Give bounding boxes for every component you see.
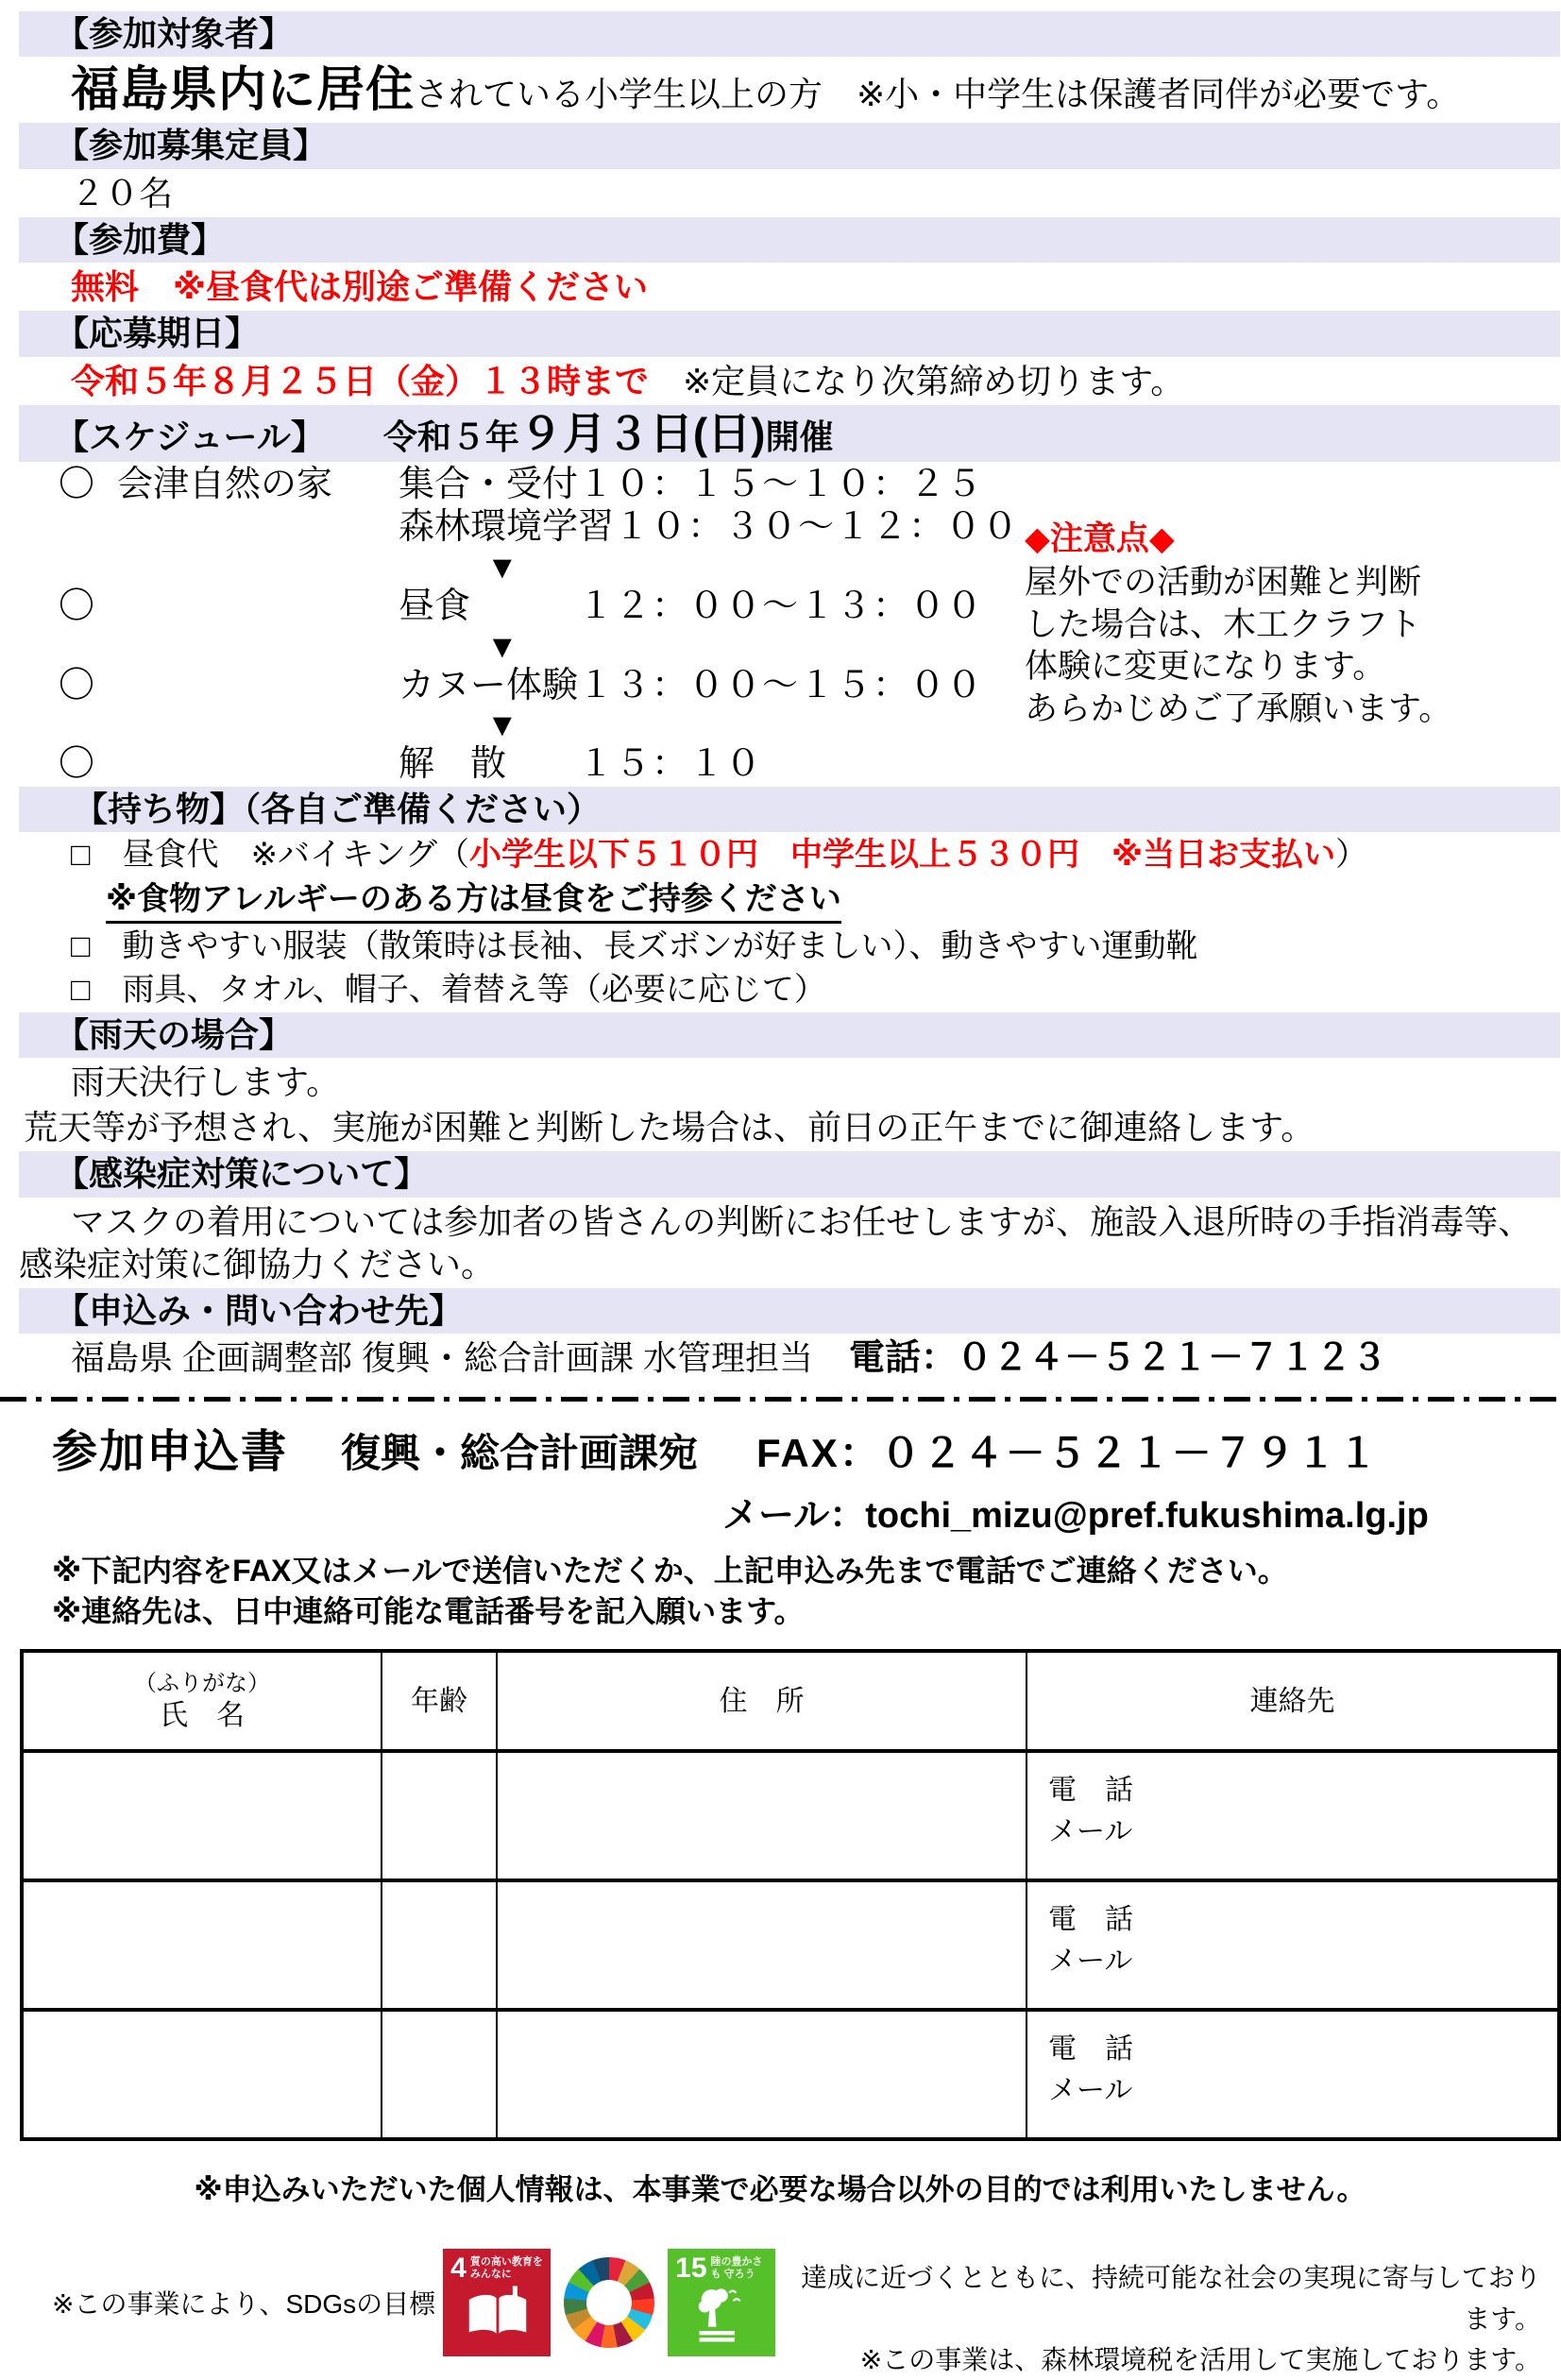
schedule-suffix: 開催 <box>765 416 834 456</box>
section-title: 【申込み・問い合わせ先】 <box>55 1290 464 1330</box>
allergy-note: ※食物アレルギーのある方は昼食をご持参ください <box>106 878 841 924</box>
age-cell <box>382 1751 497 1880</box>
section-header-fee <box>19 217 1560 263</box>
deadline-date: 令和５年８月２５日（金）１３時まで <box>71 361 650 400</box>
caution-line: 体験に変更になります。 <box>1025 648 1386 686</box>
circle-marker: 〇 <box>59 665 95 706</box>
table-row <box>22 2010 1559 2139</box>
item-raingear <box>0 970 1560 1011</box>
apply-title: 参加申込書 <box>52 1426 289 1477</box>
contact-cell <box>1027 1751 1559 1880</box>
header-age: 年齢 <box>382 1651 497 1751</box>
schedule-activity: カヌー体験 <box>399 665 579 706</box>
infection-body: マスクの着用については参加者の皆さんの判断にお任せしますが、施設入退所時の手指消毒等、感染症対策に御協力ください。 <box>19 1201 1533 1284</box>
section-title: 【参加費】 <box>55 219 226 259</box>
section-header-contact <box>19 1288 1560 1334</box>
schedule-time: １０：１５～１０：２５ <box>578 464 984 504</box>
section-header-items <box>19 787 1560 832</box>
table-row <box>22 1751 1559 1880</box>
section-title: 【スケジュール】 <box>55 416 325 456</box>
section-title: 【参加募集定員】 <box>55 126 328 165</box>
item-clothes-text: 動きやすい服装（散策時は長袖、長ズボンが好ましい）、動きやすい運動靴 <box>90 928 1198 965</box>
section-header-deadline <box>19 311 1560 356</box>
circle-marker: 〇 <box>59 464 95 504</box>
sdgs-post-text <box>787 2225 1560 2380</box>
schedule-activity: 森林環境学習 <box>399 507 615 548</box>
sdg4-number: 4 <box>450 2252 467 2285</box>
header-kana: （ふりがな） <box>134 1670 270 1696</box>
schedule-day: ９月３日(日) <box>518 408 766 458</box>
circle-marker: 〇 <box>59 744 95 785</box>
application-table <box>20 1649 1561 2141</box>
privacy-note: ※申込みいただいた個人情報は、本事業で必要な場合以外の目的では利用いたしません。 <box>194 2173 1366 2207</box>
rain-line2: 荒天等が予想され、実施が困難と判断した場合は、前日の正午までに御連絡します。 <box>24 1108 1315 1148</box>
table-row <box>22 1880 1559 2010</box>
sdg4-education-icon <box>443 2249 551 2356</box>
checkbox-icon: □ <box>71 837 91 874</box>
down-arrow-icon: ▼ <box>486 707 518 744</box>
target-body <box>0 60 1560 120</box>
caution-line: した場合は、木工クラフト <box>1025 605 1422 643</box>
contact-org: 福島県 企画調整部 復興・総合計画課 水管理担当 <box>71 1338 814 1378</box>
address-cell <box>497 2010 1027 2139</box>
schedule-era: 令和５年 <box>382 416 519 456</box>
rain-line1: 雨天決行します。 <box>71 1062 341 1102</box>
section-header-rain <box>19 1012 1560 1058</box>
apply-mail: メール：tochi_mizu@pref.fukushima.lg.jp <box>722 1495 1429 1536</box>
sdgs-footer <box>0 2225 1560 2380</box>
caution-line: 屋外での活動が困難と判断 <box>1025 563 1422 601</box>
table-header-row <box>22 1651 1559 1751</box>
apply-addressee: 復興・総合計画課宛 <box>341 1430 699 1475</box>
deadline-note: ※定員になり次第締め切ります。 <box>649 361 1185 400</box>
section-header-schedule <box>19 405 1560 462</box>
address-cell <box>497 1880 1027 2010</box>
header-name-label: 氏 名 <box>160 1699 245 1731</box>
caution-line: あらかじめご了承願います。 <box>1025 690 1452 728</box>
tel-label: 電 話 <box>1048 2033 1133 2066</box>
schedule-row <box>0 743 1560 787</box>
schedule-block <box>0 464 1560 787</box>
mail-label: メール <box>1048 1815 1133 1847</box>
header-contact: 連絡先 <box>1027 1651 1559 1751</box>
sdg15-life-on-land-icon <box>668 2249 775 2356</box>
target-lead: 福島県内に居住 <box>71 62 416 117</box>
section-title: 【応募期日】 <box>55 314 260 353</box>
caution-note <box>1025 513 1558 731</box>
deadline-body <box>0 360 1560 402</box>
section-header-target <box>19 11 1560 57</box>
capacity-body: ２０名 <box>71 173 174 212</box>
item-clothes <box>0 926 1560 967</box>
target-rest: されている小学生以上の方 ※小・中学生は保護者同伴が必要です。 <box>415 75 1461 114</box>
section-header-capacity <box>19 123 1560 168</box>
apply-note1: ※下記内容をFAX又はメールで送信いただくか、上記申込み先まで電話でご連絡ください。 <box>52 1553 1288 1588</box>
schedule-activity: 昼食 <box>399 586 471 627</box>
name-cell <box>22 1751 382 1880</box>
tree-icon <box>688 2285 756 2343</box>
sdgs-post-line1: 達成に近づくとともに、持続可能な社会の実現に寄与しております。 <box>800 2263 1541 2334</box>
schedule-time: １３：００～１５：００ <box>578 665 984 706</box>
name-cell <box>22 1880 382 2010</box>
schedule-activity: 集合・受付 <box>399 464 579 504</box>
schedule-place: 会津自然の家 <box>117 464 333 504</box>
checkbox-icon: □ <box>71 928 91 965</box>
mail-label: メール <box>1048 2074 1133 2106</box>
sdgs-wheel-icon <box>564 2257 654 2348</box>
item-lunch <box>0 835 1560 876</box>
contact-cell <box>1027 2010 1559 2139</box>
down-arrow-icon: ▼ <box>486 628 518 665</box>
section-title: 【参加対象者】 <box>55 14 294 53</box>
section-title: 【雨天の場合】 <box>55 1015 294 1055</box>
age-cell <box>382 1880 497 2010</box>
schedule-activity: 解 散 <box>399 744 507 785</box>
apply-fax: FAX：０２４－５２１－７９１１ <box>756 1430 1380 1475</box>
circle-marker: 〇 <box>59 586 95 627</box>
schedule-row <box>0 464 1560 507</box>
book-icon <box>464 2285 532 2343</box>
sdg15-label: 陸の豊かさも 守ろう <box>710 2256 763 2281</box>
fee-body: 無料 ※昼食代は別途ご準備ください <box>71 267 648 307</box>
contact-body <box>0 1336 1560 1382</box>
item-lunch-text: 昼食代 ※バイキング（ <box>90 837 470 874</box>
sdg4-label: 質の高い教育を みんなに <box>469 2256 543 2281</box>
section-header-infection <box>19 1151 1560 1197</box>
dash-dot-divider <box>0 1397 1560 1402</box>
address-cell <box>497 1751 1027 1880</box>
tel-label: 電 話 <box>1048 1904 1133 1936</box>
contact-tel: 電話：０２４－５２１－７１２３ <box>813 1338 1388 1379</box>
allergy-note-row <box>0 878 1560 924</box>
tel-label: 電 話 <box>1048 1775 1133 1807</box>
age-cell <box>382 2010 497 2139</box>
header-address: 住 所 <box>497 1651 1027 1751</box>
apply-header <box>0 1415 1560 1480</box>
mail-label: メール <box>1048 1945 1133 1977</box>
schedule-time: １０：３０～１２：００ <box>614 507 1020 548</box>
header-name <box>22 1651 382 1751</box>
section-title: 【持ち物】（各自ご準備ください） <box>74 789 602 828</box>
schedule-time: １５：１０ <box>578 744 763 785</box>
contact-cell <box>1027 1880 1559 2010</box>
sdg15-number: 15 <box>675 2252 707 2285</box>
item-raingear-text: 雨具、タオル、帽子、着替え等（必要に応じて） <box>90 971 826 1008</box>
name-cell <box>22 2010 382 2139</box>
apply-note2: ※連絡先は、日中連絡可能な電話番号を記入願います。 <box>52 1594 805 1629</box>
schedule-time: １２：００～１３：００ <box>578 586 984 627</box>
down-arrow-icon: ▼ <box>486 550 518 586</box>
sdgs-post-line2: ※この事業は、森林環境税を活用して実施しております。 <box>859 2345 1541 2375</box>
item-lunch-price: 小学生以下５１０円 中学生以上５３０円 ※当日お支払い <box>469 837 1336 874</box>
sdgs-pre-text: ※この事業により、SDGsの目標 <box>52 2289 436 2320</box>
section-title: 【感染症対策について】 <box>55 1154 429 1194</box>
caution-title: ◆注意点◆ <box>1025 519 1175 557</box>
item-lunch-close: ） <box>1335 837 1368 874</box>
checkbox-icon: □ <box>71 971 91 1008</box>
